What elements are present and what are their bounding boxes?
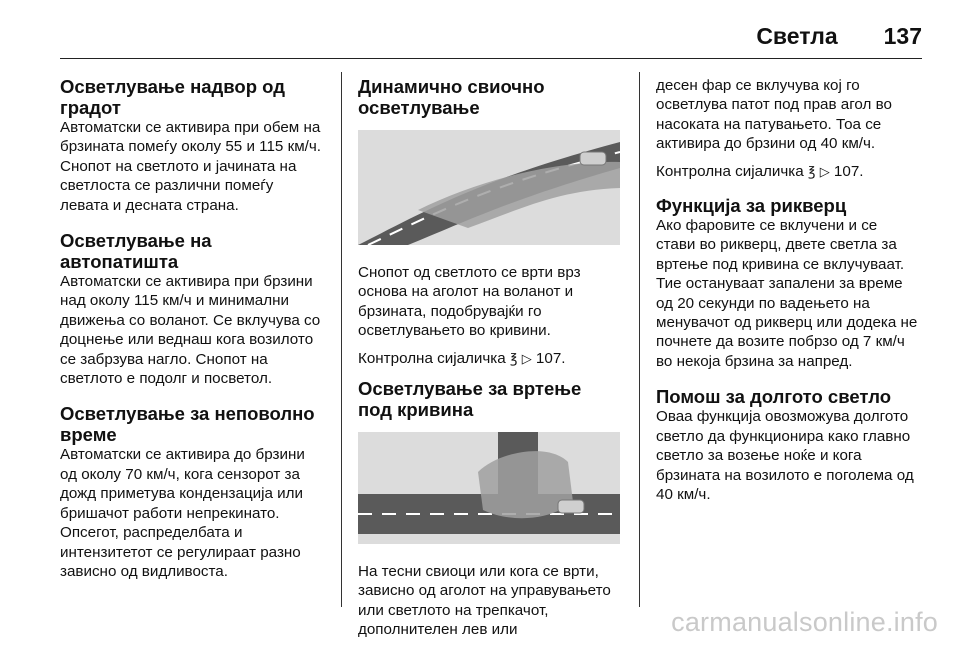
column-divider — [639, 72, 640, 607]
column-divider — [341, 72, 342, 607]
section-high-beam-assist — [656, 386, 918, 504]
column-2 — [358, 76, 620, 648]
column-1 — [60, 76, 322, 596]
page-title: Светла — [756, 22, 838, 49]
reference-label: Контролна сијаличка — [358, 349, 506, 367]
cornering-light-illustration — [358, 432, 620, 544]
section-heading: Функција за рикверц — [656, 195, 847, 217]
section-text: Автоматски се активира при брзини над околу 115 км/ч и минимални движења со воланот. Се вклучува со доцнење или веднаш кога возилото се забрзува нагло. Снопот на светлото е подолг и посветол. — [60, 273, 321, 388]
section-country-light — [60, 76, 322, 215]
section-heading: Помош за долгото светло — [656, 386, 892, 408]
section-text: Снопот од светлото се врти врз основа на аголот на воланот и брзината, подобрувајќи го осветлувањето во кривини. — [358, 264, 581, 340]
reference-label: Контролна сијаличка — [656, 162, 804, 180]
bulb-icon: ℥ — [509, 350, 518, 366]
section-text: Автоматски се активира при обем на брзината помеѓу околу 55 и 115 км/ч. Снопот на светлото и јачината на светлоста се различни помеѓу левата и десната страна. — [60, 119, 322, 214]
section-motorway-light — [60, 230, 322, 388]
page-header — [60, 14, 922, 59]
reference-page: 107. — [833, 162, 864, 180]
section-text: Ако фаровите се вклучени и се стави во рикверц, двете светла за вртење под кривина се вклучуваат. Тие остануваат запалени за време од 20 секунди по вадењето на менувачот од рикверц или додека не почнете да возите побрзо од 7 км/ч во некоја брзина за напред. — [656, 217, 918, 370]
bulb-icon: ℥ — [807, 163, 816, 179]
section-heading: Осветлување на автопатишта — [60, 230, 212, 273]
reference-line — [358, 349, 620, 368]
reference-line — [656, 162, 918, 181]
section-text: десен фар се вклучува кој го осветлува патот под прав агол во насоката на патувањето. Тоа се активира до брзини од 40 км/ч. — [656, 77, 892, 153]
section-text: На тесни свиоци или кога се врти, зависно од аголот на управувањето или светлото на трепкачот, дополнителен лев или — [358, 563, 611, 639]
section-heading: Осветлување за неповолно време — [60, 403, 315, 446]
section-heading: Осветлување надвор од градот — [60, 76, 285, 118]
page-number: 137 — [883, 22, 922, 49]
section-text: Оваа функција овозможува долгото светло да функционира како главно светло за возење ноќе и кога брзината на возилото е поголема од 40 км/ч. — [656, 408, 914, 503]
section-adverse-weather-light — [60, 403, 322, 581]
section-reverse-function — [656, 195, 918, 371]
column-3 — [656, 76, 918, 519]
reference-page: 107. — [535, 349, 566, 367]
section-text: Автоматски се активира до брзини од околу 70 км/ч, кога сензорот за дожд приметува кондензација или бришачот работи непрекинато. Опсегот, распределбата и интензитетот се регулираат разно зависно од видливоста. — [60, 446, 305, 580]
watermark: carmanualsonline.info — [671, 607, 938, 637]
dynamic-curve-light-illustration — [358, 130, 620, 245]
section-heading: Осветлување за вртење под кривина — [358, 378, 582, 421]
page-ref-icon: ▷ — [521, 350, 532, 366]
page-ref-icon: ▷ — [819, 163, 830, 179]
section-heading: Динамично свиочно осветлување — [358, 76, 545, 118]
